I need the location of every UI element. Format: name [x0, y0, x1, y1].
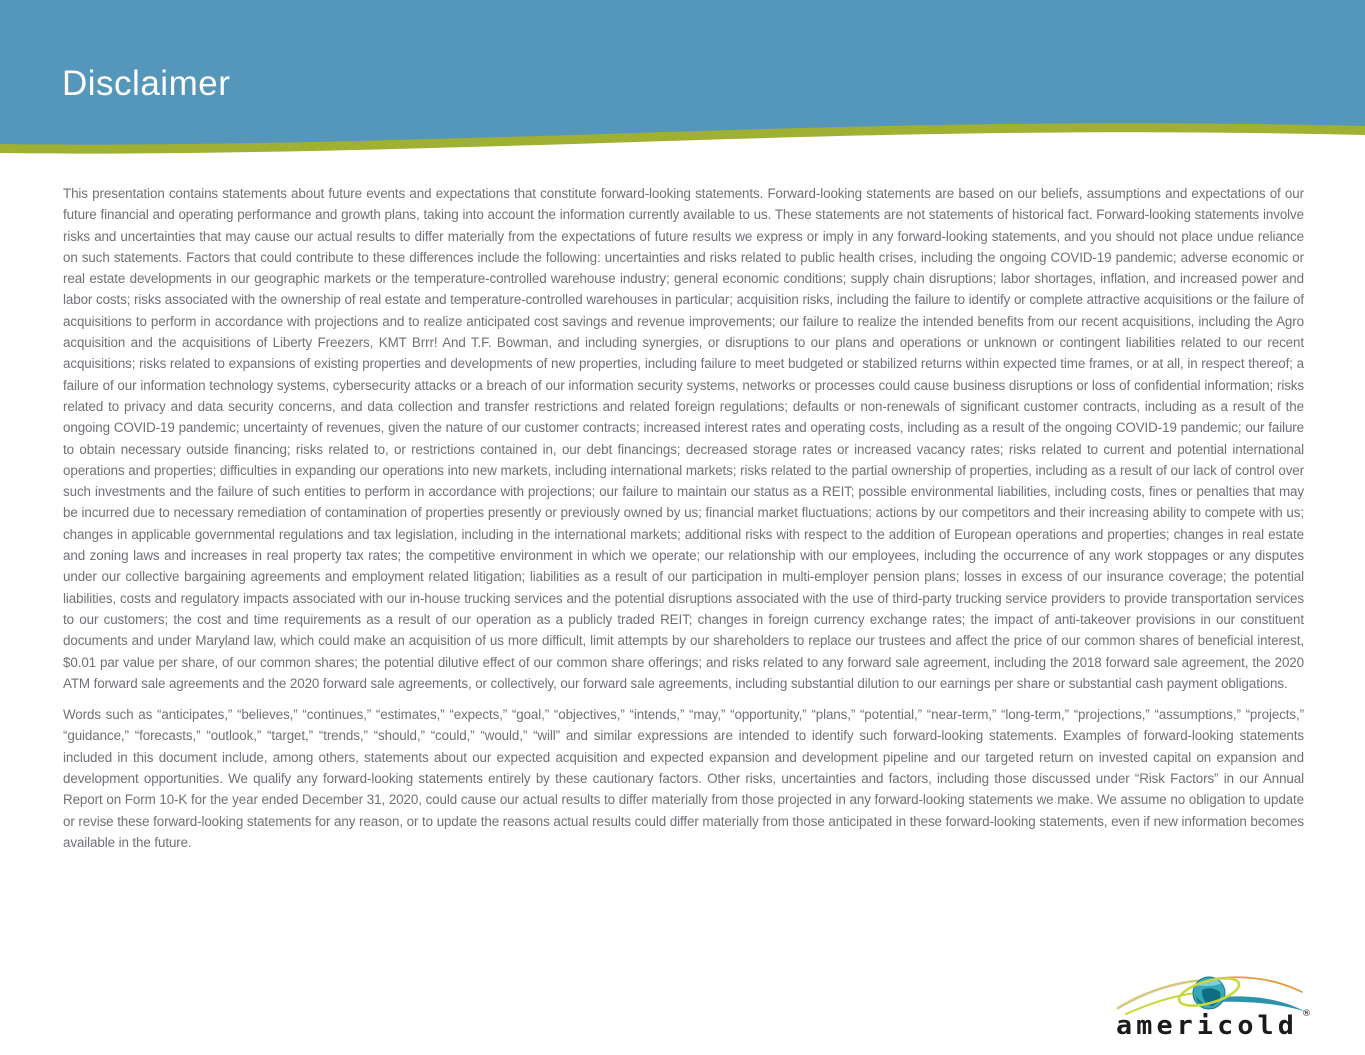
disclaimer-paragraph-2: Words such as “anticipates,” “believes,” “continues,” “estimates,” “expects,” “goal,” “objectives,” “intends,” “may,” “opportunity,” “plans,” “potential,” “near-term,” “long-term,” “projections,” “assumptions,” “projects,” “guidance,” “forecasts,” “outlook,” “target,” “trends,” “should,” “could,” “would,” “will” and similar expressions are intended to identify such forward-looking statements. Examples of forward-looking statements included in this document include, among others, statements about our expected acquisition and expected expansion and development pipeline and our targeted return on invested capital on expansion and development opportunities. We qualify any forward-looking statements entirely by these cautionary factors. Other risks, uncertainties and factors, including those discussed under “Risk Factors” in our Annual Report on Form 10-K for the year ended December 31, 2020, could cause our actual results to differ materially from those projected in any forward-looking statements we make. We assume no obligation to update or revise these forward-looking statements for any reason, or to update the reasons actual results could differ materially from those anticipated in these forward-looking statements, even if new information becomes available in the future.: [63, 707, 1304, 850]
logo-swoosh-teal: [1212, 996, 1306, 1012]
americold-logo: [1112, 972, 1314, 1046]
logo-registered-mark: ®: [1302, 1009, 1311, 1019]
disclaimer-body: [63, 183, 1304, 863]
page-title: Disclaimer: [62, 64, 231, 103]
logo-wordmark: americold: [1116, 1011, 1298, 1041]
disclaimer-paragraph-1: This presentation contains statements about future events and expectations that constitute forward-looking statements. Forward-looking statements are based on our beliefs, assumptions and expectations of our future financial and operating performance and growth plans, taking into account the information currently available to us. These statements are not statements of historical fact. Forward-looking statements involve risks and uncertainties that may cause our actual results to differ materially from the expectations of future results we express or imply in any forward-looking statements, and you should not place undue reliance on such statements. Factors that could contribute to these differences include the following: uncertainties and risks related to public health crises, including the ongoing COVID-19 pandemic; adverse economic or real estate developments in our geographic markets or the temperature-controlled warehouse industry; general economic conditions; supply chain disruptions; labor shortages, inflation, and increased power and labor costs; risks associated with the ownership of real estate and temperature-controlled warehouses in particular; acquisition risks, including the failure to identify or complete attractive acquisitions or the failure of acquisitions to perform in accordance with projections and to realize anticipated cost savings and revenue improvements; our failure to realize the intended benefits from our recent acquisitions, including the Agro acquisition and the acquisitions of Liberty Freezers, KMT Brrr! And T.F. Bowman, and including synergies, or disruptions to our plans and operations or unknown or contingent liabilities related to our recent acquisitions; risks related to expansions of existing properties and developments of new properties, including failure to meet budgeted or stabilized returns within expected time frames, or at all, in respect thereof; a failure of our information technology systems, cybersecurity attacks or a breach of our information security systems, networks or processes could cause business disruptions or loss of confidential information; risks related to privacy and data security concerns, and data collection and transfer restrictions and related foreign regulations; defaults or non-renewals of significant customer contracts, including as a result of the ongoing COVID-19 pandemic; uncertainty of revenues, given the nature of our customer contracts; increased interest rates and operating costs, including as a result of the ongoing COVID-19 pandemic; our failure to obtain necessary outside financing; risks related to, or restrictions contained in, our debt financings; decreased storage rates or increased vacancy rates; risks related to current and potential international operations and properties; difficulties in expanding our operations into new markets, including international markets; risks related to the partial ownership of properties, including as a result of our lack of control over such investments and the failure of such entities to perform in accordance with projections; our failure to maintain our status as a REIT; possible environmental liabilities, including costs, fines or penalties that may be incurred due to necessary remediation of contamination of properties presently or previously owned by us; financial market fluctuations; actions by our competitors and their increasing ability to compete with us; changes in applicable governmental regulations and tax legislation, including in the international markets; additional risks with respect to the addition of European operations and properties; changes in real estate and zoning laws and increases in real property tax rates; the competitive environment in which we operate; our relationship with our employees, including the occurrence of any work stoppages or any disputes under our collective bargaining agreements and employment related litigation; liabilities as a result of our participation in multi-employer pension plans; losses in excess of our insurance coverage; the potential liabilities, costs and regulatory impacts associated with our in-house trucking services and the potential disruptions associated with the use of third-party trucking service providers to provide transportation services to our customers; the cost and time requirements as a result of our operation as a publicly traded REIT; changes in foreign currency exchange rates; the impact of anti-takeover provisions in our constituent documents and under Maryland law, which could make an acquisition of us more difficult, limit attempts by our shareholders to replace our trustees and affect the price of our common shares of beneficial interest, $0.01 par value per share, of our common shares; the potential dilutive effect of our common share offerings; and risks related to any forward sale agreement, including the 2018 forward sale agreement, the 2020 ATM forward sale agreements and the 2020 forward sale agreements, or collectively, our forward sale agreements, including substantial dilution to our earnings per share or substantial cash payment obligations.: [63, 186, 1304, 691]
